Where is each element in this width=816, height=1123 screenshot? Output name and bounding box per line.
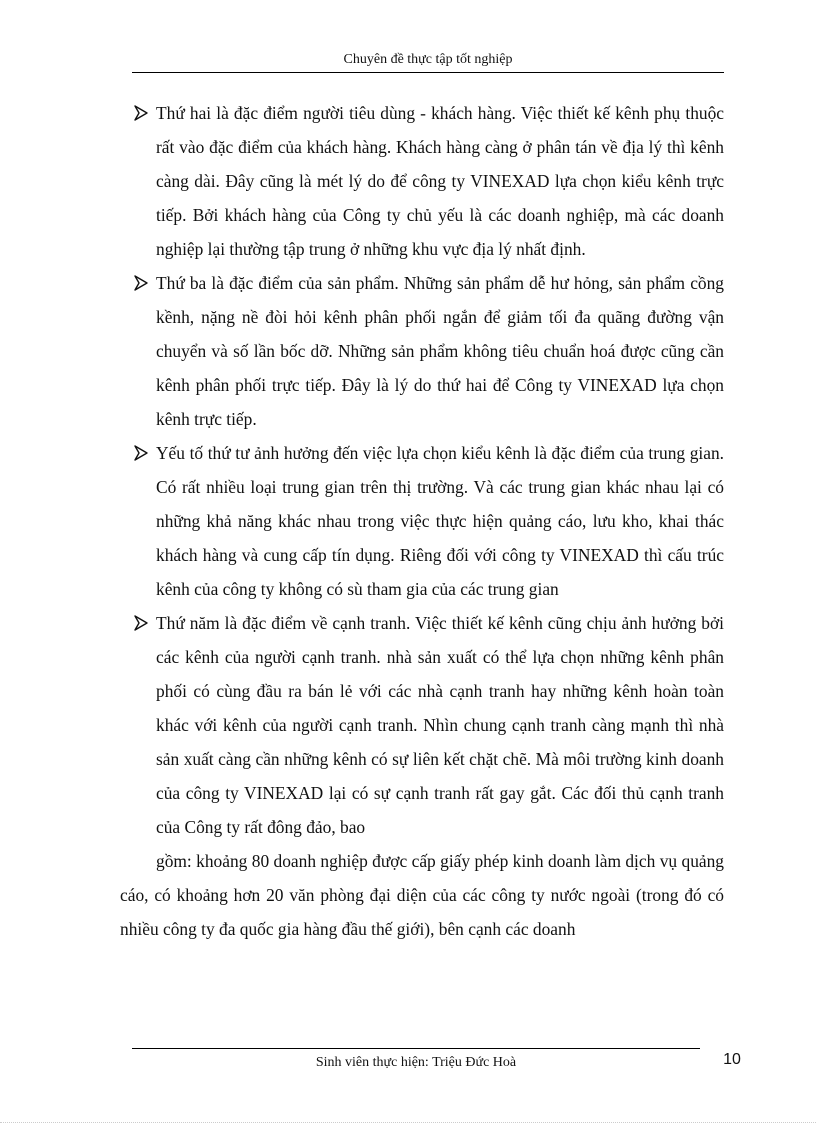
bullet-item [120,436,724,606]
header-rule [132,72,724,73]
page-number: 10 [723,1051,741,1068]
page-header-title: Chuyên đề thực tập tốt nghiệp [343,52,513,67]
continuation-paragraph: gồm: khoảng 80 doanh nghiệp được cấp giấy phép kinh doanh làm dịch vụ quảng cáo, có khoảng hơn 20 văn phòng đại diện của các công ty nước ngoài (trong đó có nhiều công ty đa quốc gia hàng đầu thế giới), bên cạnh các doanh [120,851,724,939]
bullet-item [120,606,724,844]
bullet-text: Yếu tố thứ tư ảnh hưởng đến việc lựa chọn kiểu kênh là đặc điểm của trung gian. Có rất nhiều loại trung gian trên thị trường. Và các trung gian khác nhau lại có những khả năng khác nhau trong việc thực hiện quảng cáo, lưu kho, khai thác khách hàng và cung cấp tín dụng. Riêng đối với công ty VINEXAD thì cấu trúc kênh của công ty không có sù tham gia của các trung gian [156,443,724,599]
footer-author: Sinh viên thực hiện: Triệu Đức Hoà [315,1055,517,1070]
body-text [120,96,724,946]
bullet-text: Thứ ba là đặc điểm của sản phẩm. Những sản phẩm dễ hư hỏng, sản phẩm cồng kềnh, nặng nề đòi hỏi kênh phân phối ngắn để giảm tối đa quãng đường vận chuyển và số lần bốc dỡ. Những sản phẩm không tiêu chuẩn hoá được cũng cần kênh phân phối trực tiếp. Đây là lý do thứ hai để Công ty VINEXAD lựa chọn kênh trực tiếp. [156,273,724,429]
arrow-bullet-icon [132,266,150,300]
bullet-text: Thứ hai là đặc điểm người tiêu dùng - khách hàng. Việc thiết kế kênh phụ thuộc rất vào đặc điểm của khách hàng. Khách hàng càng ở phân tán về địa lý thì kênh càng dài. Đây cũng là mét lý do để công ty VINEXAD lựa chọn kiểu kênh trực tiếp. Bởi khách hàng của Công ty chủ yếu là các doanh nghiệp, mà các doanh nghiệp lại thường tập trung ở những khu vực địa lý nhất định. [156,103,724,259]
bullet-item [120,266,724,436]
footer-rule [132,1048,700,1049]
arrow-bullet-icon [132,436,150,470]
bullet-text: Thứ năm là đặc điểm về cạnh tranh. Việc thiết kế kênh cũng chịu ảnh hưởng bởi các kênh của người cạnh tranh. nhà sản xuất có thể lựa chọn những kênh phân phối có cùng đầu ra bán lẻ với các nhà cạnh tranh hay những kênh hoàn toàn khác với kênh của người cạnh tranh. Nhìn chung cạnh tranh càng mạnh thì nhà sản xuất càng cần những kênh có sự liên kết chặt chẽ. Mà môi trường kinh doanh của công ty VINEXAD lại có sự cạnh tranh rất gay gắt. Các đối thủ cạnh tranh của Công ty rất đông đảo, bao [156,613,724,837]
arrow-bullet-icon [132,96,150,130]
arrow-bullet-icon [132,606,150,640]
bullet-item [120,96,724,266]
